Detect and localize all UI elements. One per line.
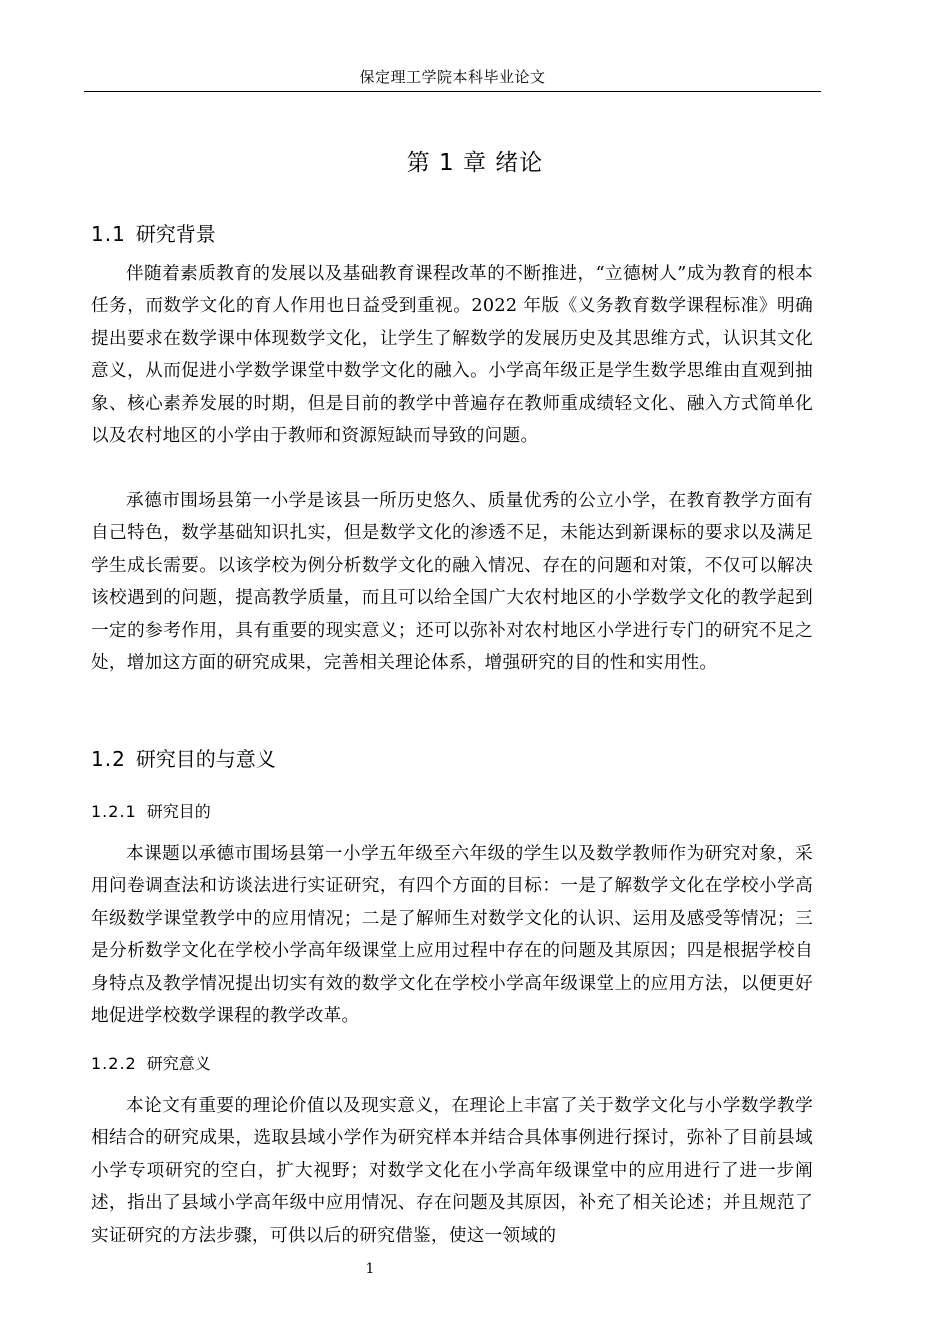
subsection-heading-purpose — [91, 800, 211, 824]
subsection-title: 研究目的 — [146, 802, 211, 821]
header-rule — [84, 91, 821, 92]
section-number: 1.1 — [91, 222, 126, 246]
background-paragraph-2: 承德市围场县第一小学是该县一所历史悠久、质量优秀的公立小学，在教育教学方面有自己特色，数学基础知识扎实，但是数学文化的渗透不足，未能达到新课标的要求以及满足学生成长需要。以该学校为例分析数学文化的融入情况、存在的问题和对策，不仅可以解决该校遇到的问题，提高教学质量，而且可以给全国广大农村地区的小学数学文化的教学起到一定的参考作用，具有重要的现实意义；还可以弥补对农村地区小学进行专门的研究不足之处，增加这方面的研究成果，完善相关理论体系，增强研究的目的性和实用性。 — [91, 491, 813, 674]
subsection-heading-significance — [91, 1052, 211, 1076]
purpose-paragraph: 本课题以承德市围场县第一小学五年级至六年级的学生以及数学教师作为研究对象，采用问卷调查法和访谈法进行实证研究，有四个方面的目标：一是了解数学文化在学校小学高年级数学课堂教学中的应用情况；二是了解师生对数学文化的认识、运用及感受等情况；三是分析数学文化在学校小学高年级课堂上应用过程中存在的问题及其原因；四是根据学校自身特点及教学情况提出切实有效的数学文化在学校小学高年级课堂上的应用方法，以便更好地促进学校数学课程的教学改革。 — [91, 844, 813, 1027]
section-heading-background — [91, 219, 216, 249]
running-header: 保定理工学院本科毕业论文 — [359, 68, 546, 86]
subsection-number: 1.2.1 — [91, 802, 137, 821]
page-number: 1 — [365, 1261, 375, 1277]
subsection-number: 1.2.2 — [91, 1054, 137, 1073]
section-heading-purpose-significance — [91, 744, 276, 774]
section-number: 1.2 — [91, 747, 126, 771]
chapter-title: 第 1 章 绪论 — [406, 150, 544, 176]
significance-paragraph: 本论文有重要的理论价值以及现实意义，在理论上丰富了关于数学文化与小学数学教学相结合的研究成果，选取县域小学作为研究样本并结合具体事例进行探讨，弥补了目前县域小学专项研究的空白，扩大视野；对数学文化在小学高年级课堂中的应用进行了进一步阐述，指出了县域小学高年级中应用情况、存在问题及其原因，补充了相关论述；并且规范了实证研究的方法步骤，可供以后的研究借鉴，使这一领域的 — [91, 1096, 813, 1246]
section-title: 研究目的与意义 — [135, 747, 276, 771]
subsection-title: 研究意义 — [146, 1054, 211, 1073]
section-title: 研究背景 — [135, 222, 216, 246]
background-paragraph-1: 伴随着素质教育的发展以及基础教育课程改革的不断推进，“立德树人”成为教育的根本任务，而数学文化的育人作用也日益受到重视。2022 年版《义务教育数学课程标准》明确提出要求在数学课中体现数学文化，让学生了解数学的发展历史及其思维方式，认识其文化意义，从而促进小学数学课堂中数学文化的融入。小学高年级正是学生数学思维由直观到抽象、核心素养发展的时期，但是目前的教学中普遍存在教师重成绩轻文化、融入方式简单化以及农村地区的小学由于教师和资源短缺而导致的问题。 — [91, 264, 813, 447]
